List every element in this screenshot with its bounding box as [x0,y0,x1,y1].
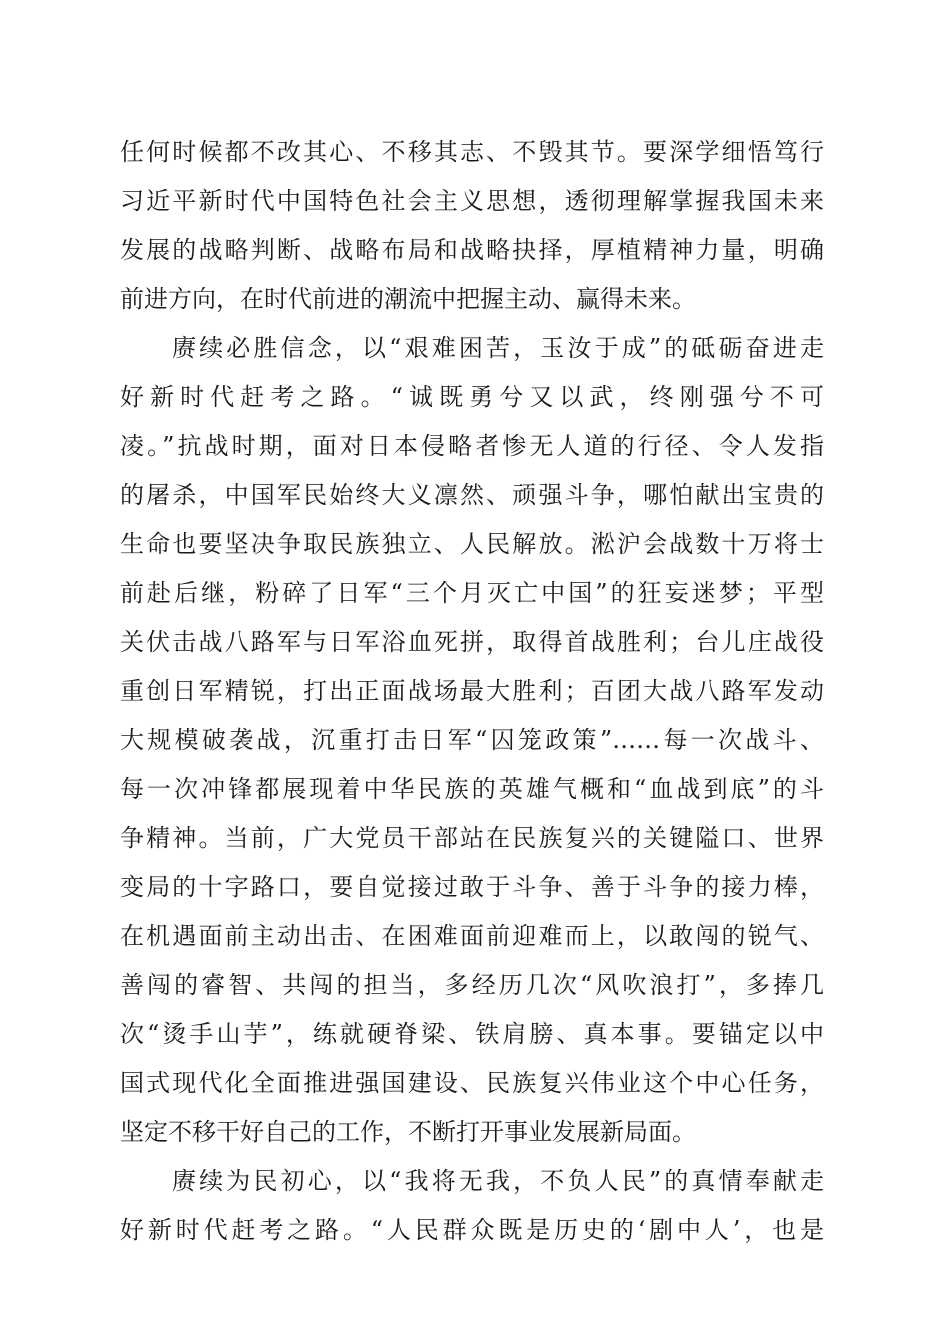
text-line: 在机遇面前主动出击、在困难面前迎难而上，以敢闯的锐气、 [120,922,824,950]
text-line: 善闯的睿智、共闯的担当，多经历几次“风吹浪打”，多捧几 [120,971,824,999]
text-line: 好新时代赶考之路。“诚既勇兮又以武，终刚强兮不可 [120,383,824,411]
text-line: 国式现代化全面推进强国建设、民族复兴伟业这个中心任务， [120,1069,824,1097]
text-line: 生命也要坚决争取民族独立、人民解放。淞沪会战数十万将士 [120,530,824,558]
text-line: 每一次冲锋都展现着中华民族的英雄气概和“血战到底”的斗 [120,775,824,803]
text-line: 次“烫手山芋”，练就硬脊梁、铁肩膀、真本事。要锚定以中 [120,1020,824,1048]
text-line: 关伏击战八路军与日军浴血死拼，取得首战胜利；台儿庄战役 [120,628,824,656]
text-line: 任何时候都不改其心、不移其志、不毁其节。要深学细悟笃行 [120,138,824,166]
text-line: 变局的十字路口，要自觉接过敢于斗争、善于斗争的接力棒， [120,873,824,901]
text-line: 前赴后继，粉碎了日军“三个月灭亡中国”的狂妄迷梦；平型 [120,579,824,607]
text-line: 重创日军精锐，打出正面战场最大胜利；百团大战八路军发动 [120,677,824,705]
text-line: 发展的战略判断、战略布局和战略抉择，厚植精神力量，明确 [120,236,824,264]
text-line: 好新时代赶考之路。“人民群众既是历史的‘剧中人’，也是 [120,1216,824,1244]
text-line: 凌。”抗战时期，面对日本侵略者惨无人道的行径、令人发指 [120,432,824,460]
text-line: 习近平新时代中国特色社会主义思想，透彻理解掌握我国未来 [120,187,824,215]
paragraph-first-line: 赓续必胜信念，以“艰难困苦，玉汝于成”的砥砺奋进走 [172,334,824,362]
text-line: 大规模破袭战，沉重打击日军“囚笼政策”……每一次战斗、 [120,726,824,754]
body-text [120,128,824,1255]
text-line: 的屠杀，中国军民始终大义凛然、顽强斗争，哪怕献出宝贵的 [120,481,824,509]
text-line: 争精神。当前，广大党员干部站在民族复兴的关键隘口、世界 [120,824,824,852]
paragraph-first-line: 赓续为民初心，以“我将无我，不负人民”的真情奉献走 [172,1167,824,1195]
text-line: 坚定不移干好自己的工作，不断打开事业发展新局面。 [120,1118,696,1146]
text-line: 前进方向，在时代前进的潮流中把握主动、赢得未来。 [120,285,696,313]
